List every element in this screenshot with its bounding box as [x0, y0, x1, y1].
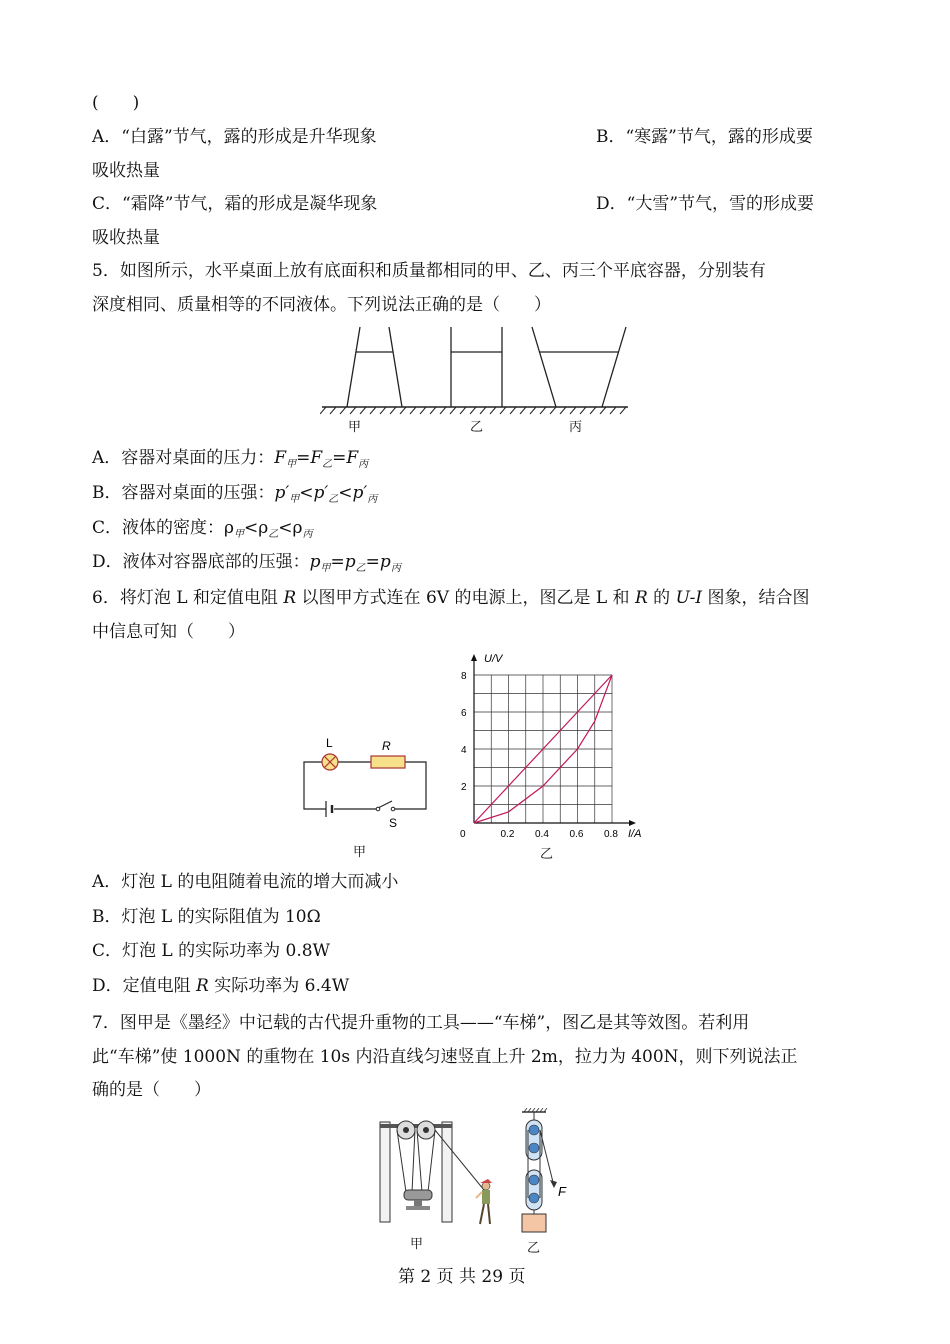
resistor-icon [371, 756, 405, 768]
x-tick-label: 0.6 [569, 829, 584, 838]
q7-label-yi: 乙 [527, 1241, 541, 1256]
circuit-label-r: R [382, 739, 391, 753]
q7-stem-line2: 此“车梯”使 1000N 的重物在 10s 内沿直线匀速竖直上升 2m，拉力为 400N，则下列说法正 [92, 1047, 798, 1067]
origin-label: 0 [460, 829, 466, 838]
y-axis-arrow [471, 654, 477, 661]
q5-option-a: A．容器对桌面的压力：$F_甲=F_乙=F_丙$ [92, 448, 369, 470]
force-label: F [558, 1184, 566, 1199]
x-tick-label: 0.4 [535, 829, 549, 838]
q4-option-b-cont: 吸收热量 [92, 161, 160, 181]
y-tick-label: 2 [461, 782, 467, 793]
x-axis-label: I/A [628, 828, 642, 838]
q6-circuit-diagram [296, 735, 436, 835]
q6-option-b: B．灯泡 L 的实际阻值为 10Ω [92, 907, 321, 927]
q4-paren: ( ) [92, 93, 140, 113]
q5-option-d: D．液体对容器底部的压强：$p_甲=p_乙=p_丙$ [92, 552, 401, 574]
q7-stem-line3: 确的是（ ） [92, 1080, 211, 1100]
q5-option-c: C．液体的密度：$\rho_甲<\rho_乙<\rho_丙$ [92, 518, 313, 540]
y-axis-label: U/V [484, 653, 503, 665]
q5-label-bing: 丙 [569, 420, 583, 435]
q7-label-jia: 甲 [410, 1237, 424, 1252]
q4-option-d: D．“大雪”节气，雪的形成要 [596, 194, 815, 214]
q6-option-c: C．灯泡 L 的实际功率为 0.8W [92, 941, 331, 961]
q6-chart-caption: 乙 [540, 847, 554, 862]
y-tick-label: 8 [461, 671, 467, 682]
x-tick-label: 0.8 [604, 829, 618, 838]
q7-stem-line1: 7．图甲是《墨经》中记载的古代提升重物的工具——“车梯”，图乙是其等效图。若利用 [92, 1013, 750, 1033]
q6-ui-chart [450, 648, 660, 838]
q5-label-yi: 乙 [470, 420, 484, 435]
page-footer: 第 2 页 共 29 页 [398, 1267, 526, 1287]
q7-chariot-ladder-illustration [376, 1112, 506, 1232]
q6-stem-line1: 6．将灯泡 L 和定值电阻 R 以图甲方式连在 6V 的电源上，图乙是 L 和 R 的 U-I 图象，结合图 [92, 588, 810, 608]
q4-option-c: C．“霜降”节气，霜的形成是凝华现象 [92, 194, 378, 214]
x-tick-label: 0.2 [500, 829, 515, 838]
q6-option-a: A．灯泡 L 的电阻随着电流的增大而减小 [92, 872, 399, 892]
x-axis-arrow [629, 820, 636, 826]
circuit-label-l: L [326, 736, 333, 750]
q4-option-a: A．“白露”节气，露的形成是升华现象 [92, 127, 377, 147]
q7-pulley-diagram [508, 1108, 588, 1238]
q4-option-b: B．“寒露”节气，露的形成要 [596, 127, 813, 147]
circuit-label-s: S [389, 816, 398, 830]
q6-circuit-caption: 甲 [353, 845, 367, 860]
q5-stem-line1: 5．如图所示，水平桌面上放有底面积和质量都相同的甲、乙、丙三个平底容器，分别装有 [92, 261, 766, 281]
q5-label-jia: 甲 [348, 420, 362, 435]
q4-option-d-cont: 吸收热量 [92, 228, 160, 248]
q6-stem-line2: 中信息可知（ ） [92, 622, 245, 642]
switch-icon [376, 807, 380, 811]
q5-stem-line2: 深度相同、质量相等的不同液体。下列说法正确的是（ ） [92, 295, 551, 315]
y-tick-label: 6 [461, 708, 467, 719]
q6-option-d: D．定值电阻 R 实际功率为 6.4W [92, 976, 350, 996]
y-tick-label: 4 [461, 745, 467, 756]
q5-option-b: B．容器对桌面的压强：$p'_甲<p'_乙<p'_丙$ [92, 483, 378, 505]
